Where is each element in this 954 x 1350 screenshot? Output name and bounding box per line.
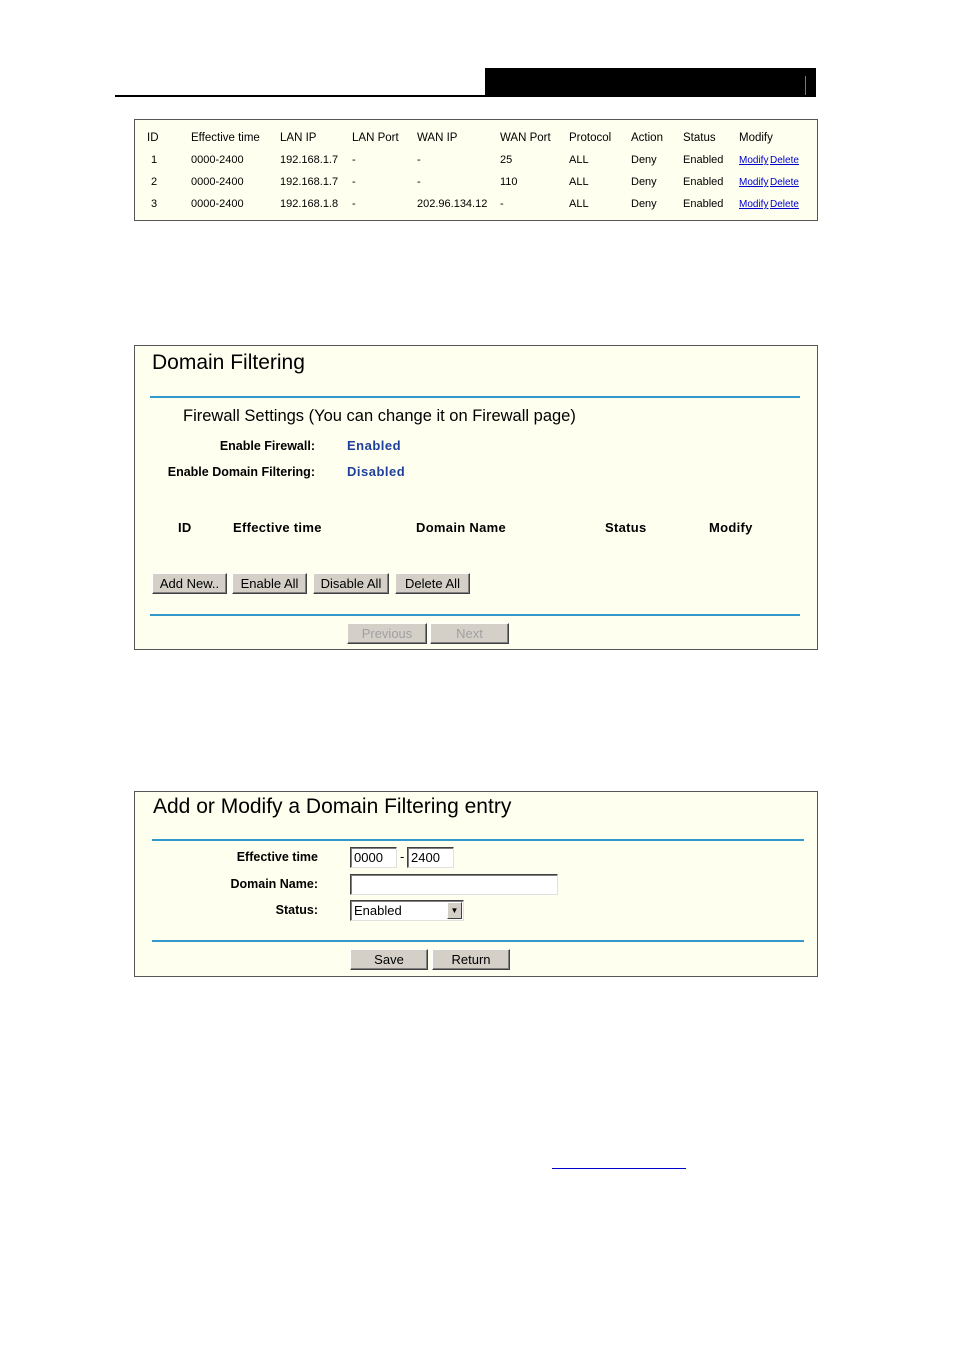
- delete-link[interactable]: Delete: [770, 155, 799, 166]
- domain-name-label: Domain Name:: [230, 877, 318, 891]
- modify-link[interactable]: Modify: [739, 199, 769, 210]
- col-modify: Modify: [739, 132, 773, 144]
- cell-protocol: ALL: [569, 176, 589, 188]
- cell-status: Enabled: [683, 176, 724, 188]
- cell-id: 3: [151, 198, 158, 210]
- effective-time-label: Effective time: [236, 850, 318, 864]
- col-id: ID: [178, 520, 192, 535]
- col-wan-port: WAN Port: [500, 132, 551, 144]
- save-button[interactable]: Save: [350, 949, 428, 970]
- disable-all-button[interactable]: Disable All: [313, 573, 389, 594]
- cell-lan-port: -: [352, 198, 356, 210]
- modify-link[interactable]: Modify: [739, 155, 769, 166]
- modify-link[interactable]: Modify: [739, 177, 769, 188]
- previous-button[interactable]: Previous: [347, 623, 427, 644]
- cell-wan-port: 25: [500, 154, 513, 166]
- cell-lan-port: -: [352, 154, 356, 166]
- status-select-value: Enabled: [354, 903, 402, 918]
- form-title-divider: [152, 839, 804, 841]
- enable-domain-filtering-value: Disabled: [347, 464, 406, 479]
- delete-all-button[interactable]: Delete All: [395, 573, 470, 594]
- firewall-settings-heading: Firewall Settings (You can change it on Firewall page): [183, 407, 576, 425]
- status-label: Status:: [275, 903, 318, 917]
- cell-wan-port: -: [500, 198, 504, 210]
- col-lan-ip: LAN IP: [280, 132, 317, 144]
- cell-lan-ip: 192.168.1.7: [280, 154, 339, 166]
- enable-firewall-value: Enabled: [347, 438, 402, 453]
- time-end-input[interactable]: 2400: [407, 847, 454, 868]
- cell-time: 0000-2400: [191, 176, 244, 188]
- domain-name-input[interactable]: [350, 874, 558, 895]
- cell-id: 1: [151, 154, 158, 166]
- add-new-button[interactable]: Add New..: [152, 573, 227, 594]
- cell-protocol: ALL: [569, 154, 589, 166]
- cell-status: Enabled: [683, 154, 724, 166]
- cell-wan-ip: -: [417, 176, 421, 188]
- delete-link[interactable]: Delete: [770, 177, 799, 188]
- enable-firewall-label: Enable Firewall:: [219, 439, 315, 453]
- rules-table-panel: [134, 119, 818, 221]
- footer-divider: [150, 614, 800, 616]
- col-effective-time: Effective time: [191, 132, 260, 144]
- cell-action: Deny: [631, 198, 657, 210]
- chevron-down-icon[interactable]: ▼: [447, 902, 462, 919]
- col-status: Status: [605, 520, 647, 535]
- cell-status: Enabled: [683, 198, 724, 210]
- page-header-rule: [115, 95, 816, 97]
- title-divider: [150, 396, 800, 398]
- cell-wan-ip: 202.96.134.12: [417, 198, 488, 210]
- status-select[interactable]: [350, 900, 464, 921]
- col-id: ID: [147, 132, 159, 144]
- col-lan-port: LAN Port: [352, 132, 399, 144]
- col-status: Status: [683, 132, 716, 144]
- domain-filtering-panel: [134, 345, 818, 650]
- enable-domain-filtering-label: Enable Domain Filtering:: [167, 465, 315, 479]
- add-modify-panel: [134, 791, 818, 977]
- cell-wan-ip: -: [417, 154, 421, 166]
- next-button[interactable]: Next: [430, 623, 509, 644]
- form-title: Add or Modify a Domain Filtering entry: [153, 795, 512, 818]
- cell-lan-port: -: [352, 176, 356, 188]
- col-action: Action: [631, 132, 663, 144]
- form-footer-divider: [152, 940, 804, 942]
- delete-link[interactable]: Delete: [770, 199, 799, 210]
- time-start-input[interactable]: 0000: [350, 847, 397, 868]
- page-header-bar: [485, 68, 816, 97]
- col-wan-ip: WAN IP: [417, 132, 458, 144]
- page-title: Domain Filtering: [152, 351, 305, 374]
- col-modify: Modify: [709, 520, 753, 535]
- cell-action: Deny: [631, 154, 657, 166]
- cell-time: 0000-2400: [191, 154, 244, 166]
- time-separator: -: [400, 849, 405, 864]
- cell-lan-ip: 192.168.1.8: [280, 198, 339, 210]
- cell-protocol: ALL: [569, 198, 589, 210]
- return-button[interactable]: Return: [432, 949, 510, 970]
- link-underline[interactable]: [552, 1168, 686, 1169]
- page-header-bar-inner: [485, 76, 806, 96]
- col-protocol: Protocol: [569, 132, 612, 144]
- cell-id: 2: [151, 176, 158, 188]
- col-effective-time: Effective time: [233, 520, 322, 535]
- cell-wan-port: 110: [500, 176, 518, 188]
- cell-lan-ip: 192.168.1.7: [280, 176, 339, 188]
- cell-time: 0000-2400: [191, 198, 244, 210]
- cell-action: Deny: [631, 176, 657, 188]
- col-domain-name: Domain Name: [416, 520, 506, 535]
- enable-all-button[interactable]: Enable All: [232, 573, 307, 594]
